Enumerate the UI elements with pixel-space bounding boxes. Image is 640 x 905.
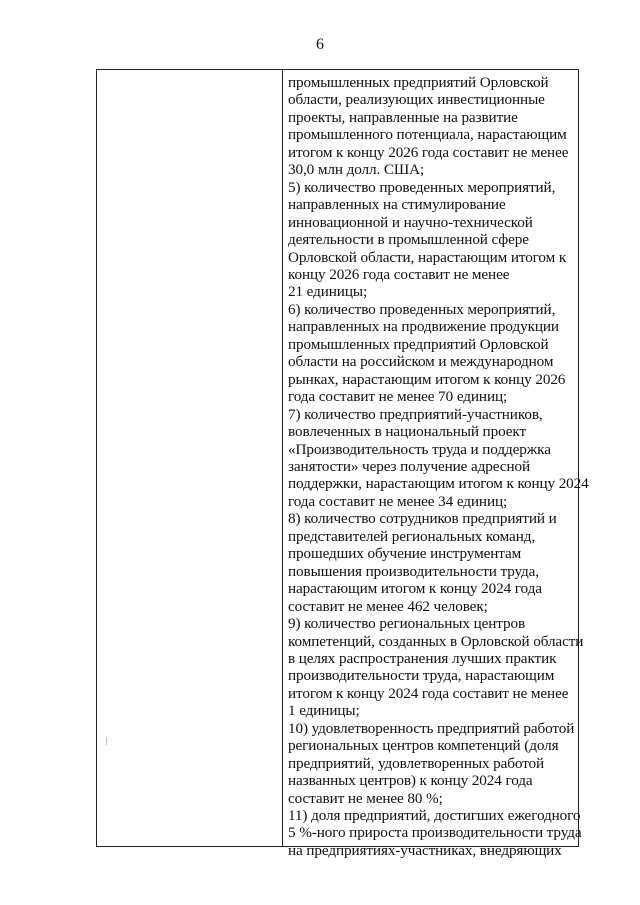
text-line: производительности труда, нарастающим xyxy=(288,667,555,685)
text-line: названных центров) к концу 2024 года xyxy=(288,772,533,790)
text-line: повышения производительности труда, xyxy=(288,562,539,580)
text-line: 8) количество сотрудников предприятий и xyxy=(288,510,557,528)
text-line: нарастающим итогом к концу 2024 года xyxy=(288,580,542,598)
text-line: года составит не менее 34 единиц; xyxy=(288,492,508,510)
text-line: рынках, нарастающим итогом к концу 2026 xyxy=(288,370,566,388)
text-line: поддержки, нарастающим итогом к концу 2024 xyxy=(288,475,589,493)
text-line: 9) количество региональных центров xyxy=(288,615,526,633)
text-line: «Производительность труда и поддержка xyxy=(288,440,551,458)
text-line: компетенций, созданных в Орловской области xyxy=(288,632,584,650)
text-line: проекты, направленные на развитие xyxy=(288,108,518,126)
text-line: прошедших обучение инструментам xyxy=(288,545,522,563)
text-line: 5) количество проведенных мероприятий, xyxy=(288,178,556,196)
text-line: направленных на стимулирование xyxy=(288,196,506,214)
text-line: предприятий, удовлетворенных работой xyxy=(288,754,545,772)
text-line: деятельности в промышленной сфере xyxy=(288,231,529,249)
text-line: занятости» через получение адресной xyxy=(288,457,530,475)
text-line: направленных на продвижение продукции xyxy=(288,318,559,336)
text-line: региональных центров компетенций (доля xyxy=(288,737,559,755)
text-line: Орловской области, нарастающим итогом к xyxy=(288,248,567,266)
text-line: промышленных предприятий Орловской xyxy=(288,74,549,91)
column-divider xyxy=(282,70,283,846)
text-line: итогом к концу 2026 года составит не менее xyxy=(288,143,569,161)
text-line: вовлеченных в национальный проект xyxy=(288,423,527,441)
text-line: 6) количество проведенных мероприятий, xyxy=(288,300,556,318)
text-line: года составит не менее 70 единиц; xyxy=(288,388,508,406)
table-cell-left-empty xyxy=(97,70,282,846)
text-line: 7) количество предприятий-участников, xyxy=(288,405,543,423)
text-line: 30,0 млн долл. США; xyxy=(288,161,425,179)
text-line: 5 %-ного прироста производительности труда xyxy=(288,824,582,842)
text-line: составит не менее 462 человек; xyxy=(288,597,488,615)
text-line: концу 2026 года составит не менее xyxy=(288,265,510,283)
text-line: итогом к концу 2024 года составит не менее xyxy=(288,684,569,702)
text-line: на предприятиях-участниках, внедряющих xyxy=(288,841,562,859)
scan-artifact-mark xyxy=(106,737,107,745)
text-line: 11) доля предприятий, достигших ежегодного xyxy=(288,807,581,825)
page-number: 6 xyxy=(316,36,324,53)
text-line: области на российском и международном xyxy=(288,353,554,371)
text-line: области, реализующих инвестиционные xyxy=(288,91,545,109)
text-line: 10) удовлетворенность предприятий работой xyxy=(288,719,575,737)
text-line: представителей региональных команд, xyxy=(288,527,536,545)
text-line: в целях распространения лучших практик xyxy=(288,649,557,667)
text-line: промышленного потенциала, нарастающим xyxy=(288,126,567,144)
document-table xyxy=(96,69,589,859)
text-line: инновационной и научно-технической xyxy=(288,213,533,231)
text-line: составит не менее 80 %; xyxy=(288,789,443,807)
text-line: 21 единицы; xyxy=(288,283,368,301)
table-cell-right xyxy=(288,74,589,859)
text-line: промышленных предприятий Орловской xyxy=(288,335,549,353)
text-line: 1 единицы; xyxy=(288,702,360,720)
